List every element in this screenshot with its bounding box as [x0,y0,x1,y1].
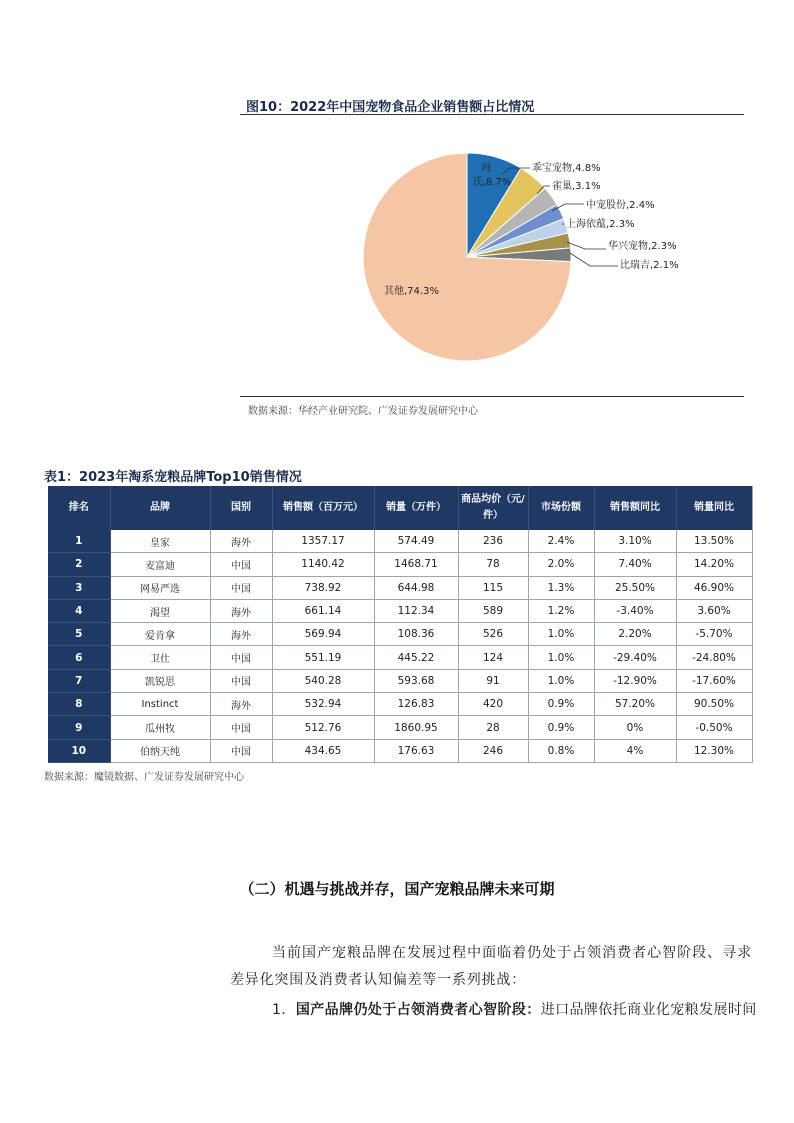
table-cell: 1357.17 [272,530,374,553]
table-cell: 57.20% [594,693,676,716]
table-cell: 1860.95 [374,716,458,739]
table-row [48,739,752,762]
table-cell: 551.19 [272,646,374,669]
pie-label: 中宠股份,2.4% [586,200,655,211]
table-header-row [48,486,752,530]
table-cell: 236 [458,530,528,553]
pie-label: 上海依蕴,2.3% [566,219,635,230]
table-cell: 589 [458,599,528,622]
table-cell: 海外 [210,530,272,553]
table-cell: 25.50% [594,576,676,599]
table-body [48,530,752,762]
table-cell: 凯锐思 [110,669,210,692]
table-cell: 126.83 [374,693,458,716]
table-cell: 伯纳天纯 [110,739,210,762]
table-cell: -5.70% [676,623,752,646]
table-cell: 91 [458,669,528,692]
table-cell: 7 [48,669,110,692]
sales-table [48,486,753,763]
pie-chart [240,116,744,396]
pie-label: 华兴宠物,2.3% [608,241,677,252]
table-cell: 7.40% [594,553,676,576]
table-cell: -24.80% [676,646,752,669]
table-row [48,623,752,646]
table-cell: 麦富迪 [110,553,210,576]
figure-title: 图10：2022年中国宠物食品企业销售额占比情况 [246,100,535,115]
table-row [48,646,752,669]
section-heading: （二）机遇与挑战并存，国产宠粮品牌未来可期 [239,880,555,898]
table-cell: 445.22 [374,646,458,669]
table-cell: 46.90% [676,576,752,599]
table-cell: 5 [48,623,110,646]
table-cell: 0.9% [528,693,594,716]
table-cell: 90.50% [676,693,752,716]
table-cell: 0.8% [528,739,594,762]
table-row [48,576,752,599]
table-cell: 574.49 [374,530,458,553]
table-header-cell: 销量（万件） [374,486,458,530]
table-cell: 434.65 [272,739,374,762]
list-text: 进口品牌依托商业化宠粮发展时间 [540,1002,757,1018]
table-header-cell: 国别 [210,486,272,530]
table-header-cell: 市场份额 [528,486,594,530]
pie-label: 比瑞吉,2.1% [620,260,679,271]
table-title: 表1：2023年淘系宠粮品牌Top10销售情况 [44,470,302,485]
pie-label: 雀巢,3.1% [552,181,601,192]
list-item [272,999,757,1019]
table-cell: 3.60% [676,599,752,622]
table-cell: Instinct [110,693,210,716]
pie-leader-line [567,242,606,249]
table-cell: 6 [48,646,110,669]
table-cell: 3.10% [594,530,676,553]
table-cell: 9 [48,716,110,739]
table-cell: 爱肯拿 [110,623,210,646]
table-cell: 532.94 [272,693,374,716]
table-header-cell: 销售额同比 [594,486,676,530]
table-cell: 0% [594,716,676,739]
table-cell: 4 [48,599,110,622]
table-row [48,669,752,692]
pie-leader-line [570,253,618,266]
table-cell: 中国 [210,739,272,762]
table-cell: 3 [48,576,110,599]
table-row [48,530,752,553]
table-cell: 2 [48,553,110,576]
table-cell: 海外 [210,599,272,622]
table-cell: 108.36 [374,623,458,646]
table-cell: 2.0% [528,553,594,576]
table-cell: 78 [458,553,528,576]
table-cell: 皇家 [110,530,210,553]
table-cell: 8 [48,693,110,716]
table-cell: -12.90% [594,669,676,692]
table-cell: 1.0% [528,669,594,692]
table-cell: 渴望 [110,599,210,622]
table-cell: 网易严选 [110,576,210,599]
table-cell: 1140.42 [272,553,374,576]
pie-label: 玛 [481,163,491,174]
table-cell: 540.28 [272,669,374,692]
table-cell: 1468.71 [374,553,458,576]
table-cell: 526 [458,623,528,646]
table-cell: 瓜州牧 [110,716,210,739]
table-cell: -17.60% [676,669,752,692]
table-cell: -29.40% [594,646,676,669]
table-cell: 738.92 [272,576,374,599]
table-cell: 1.0% [528,646,594,669]
table-cell: 中国 [210,576,272,599]
table-header-cell: 品牌 [110,486,210,530]
table-row [48,599,752,622]
table-cell: 115 [458,576,528,599]
table-cell: 593.68 [374,669,458,692]
table-cell: 10 [48,739,110,762]
table-cell: 28 [458,716,528,739]
table-row [48,553,752,576]
table-cell: 644.98 [374,576,458,599]
table-cell: -0.50% [676,716,752,739]
table-cell: 1.3% [528,576,594,599]
table-cell: 1.0% [528,623,594,646]
list-bold-text: 国产品牌仍处于占领消费者心智阶段： [295,1002,541,1018]
table-source: 数据来源：魔镜数据、广发证券发展研究中心 [44,772,244,783]
table-header-cell: 销量同比 [676,486,752,530]
table-cell: 海外 [210,623,272,646]
table-cell: 卫仕 [110,646,210,669]
table-cell: 2.20% [594,623,676,646]
table-cell: 中国 [210,553,272,576]
table-row [48,716,752,739]
table-cell: 661.14 [272,599,374,622]
figure-top-rule [240,114,744,115]
table-cell: 12.30% [676,739,752,762]
table-header-cell: 销售额（百万元） [272,486,374,530]
table-cell: 14.20% [676,553,752,576]
table-cell: 112.34 [374,599,458,622]
table-cell: 2.4% [528,530,594,553]
figure-bottom-rule [240,396,744,397]
table-header-cell: 商品均价（元/件） [458,486,528,530]
table-cell: 海外 [210,693,272,716]
table-cell: 中国 [210,716,272,739]
pie-label: 其他,74.3% [384,286,439,297]
pie-label: 乖宝宠物,4.8% [532,163,601,174]
pie-label: 氏,8.7% [472,177,512,188]
table-cell: 176.63 [374,739,458,762]
table-cell: 1 [48,530,110,553]
table-cell: 13.50% [676,530,752,553]
table-cell: 中国 [210,669,272,692]
table-cell: 中国 [210,646,272,669]
list-number: 1. [272,1002,287,1018]
table-cell: 124 [458,646,528,669]
table-cell: 512.76 [272,716,374,739]
table-cell: 1.2% [528,599,594,622]
table-header-cell: 排名 [48,486,110,530]
table-cell: -3.40% [594,599,676,622]
table-cell: 4% [594,739,676,762]
body-paragraph: 当前国产宠粮品牌在发展过程中面临着仍处于占领消费者心智阶段、寻求差异化突围及消费者认知偏差等一系列挑战： [230,945,752,988]
table-row [48,693,752,716]
table-cell: 246 [458,739,528,762]
table-cell: 420 [458,693,528,716]
table-cell: 0.9% [528,716,594,739]
table-cell: 569.94 [272,623,374,646]
figure-source: 数据来源：华经产业研究院、广发证券发展研究中心 [248,406,478,417]
